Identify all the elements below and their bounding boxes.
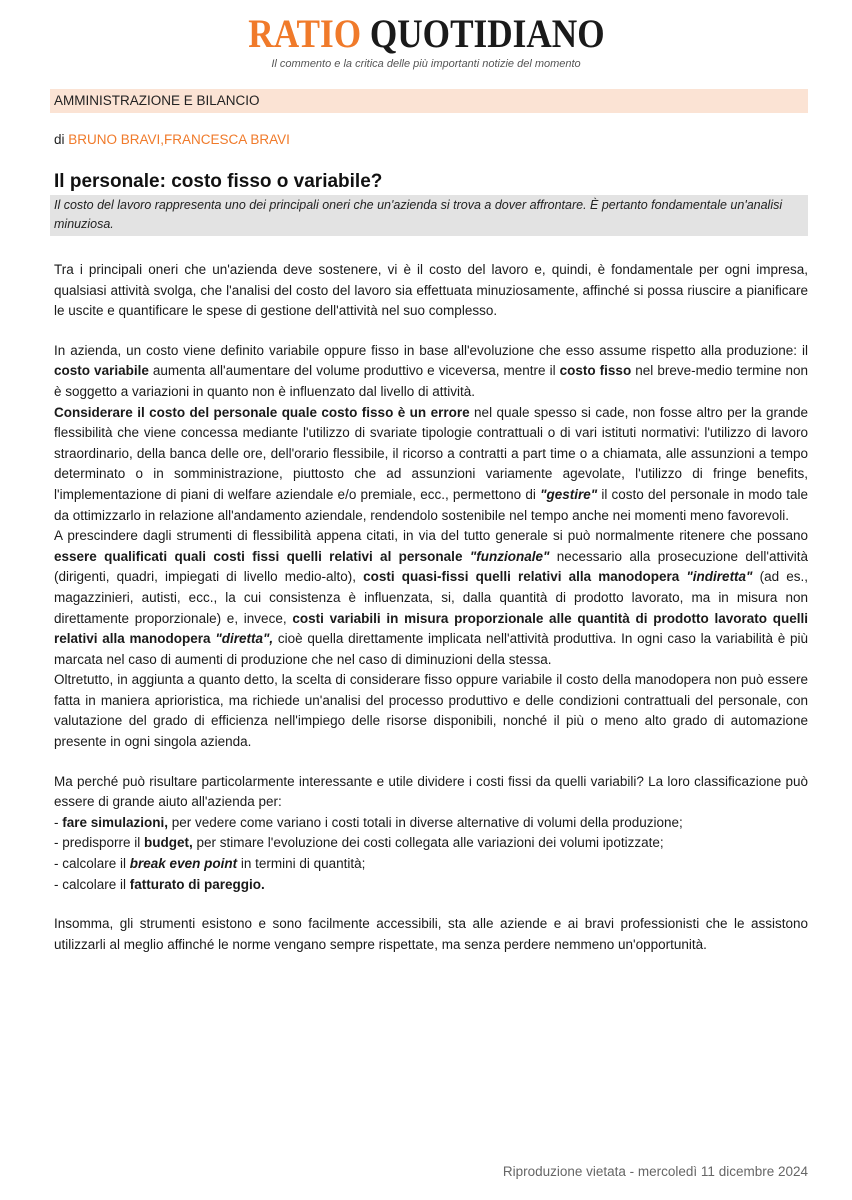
section-label[interactable]: AMMINISTRAZIONE E BILANCIO [50,89,808,113]
bold-text: costi variabili in misura proporzionale alle quantità di prodotto lavorato quelli relativi alla manodopera [54,610,808,647]
logo-part2: QUOTIDIANO [369,11,605,56]
bold-text: costi quasi-fissi quelli relativi alla manodopera [363,569,680,585]
paragraph: Oltretutto, in aggiunta a quanto detto, la scelta di considerare fisso oppure variabile il costo della manodopera non può essere fatta in maniera aprioristica, ma richiede un'analisi del processo produttivo e delle condizioni contrattuali del personale, con valutazione del grado di efficienza nell'impiego delle risorse disponibili, nonché il più o meno alto grado di automazione presente in ogni singola azienda. [54,672,808,750]
paragraph: A prescindere dagli strumenti di flessibilità appena citati, in via del tutto generale si può normalmente ritenere che possano essere qualificati quali costi fissi quelli relativi al personale "funzionale" necessario alla prosecuzione dell'attività (dirigenti, quadri, impiegati di livello medio-alto), costi quasi-fissi quelli relativi alla manodopera "indiretta" (ad es., magazzinieri, autisti, ecc., la cui consistenza è influenzata, si, dalla quantità di prodotto lavorato, ma in misura non direttamente proporzionale) e, invece, costi variabili in misura proporzionale alle quantità di prodotto lavorato quelli relativi alla manodopera "diretta", cioè quella direttamente implicata nell'attività produttiva. In ogni caso la variabilità è più marcata nel caso di aumenti di produzione che nel caso di diminuzioni della stessa. [54,528,808,667]
bold-italic-text: "diretta", [215,631,274,647]
tagline: Il commento e la critica delle più importanti notizie del momento [271,58,581,70]
article-abstract: Il costo del lavoro rappresenta uno dei principali oneri che un'azienda si trova a dover affrontare. È pertanto fondamentale un'analisi minuziosa. [50,195,808,236]
byline-authors[interactable]: BRUNO BRAVI,FRANCESCA BRAVI [68,132,290,147]
bold-text: costo fisso [559,363,632,379]
bold-text: essere qualificati quali costi fissi quelli relativi al personale [54,548,463,564]
logo[interactable] [248,12,604,56]
bold-italic-text: "indiretta" [686,569,753,585]
list-item: - calcolare il break even point in termini di quantità; [54,856,366,872]
bold-text: costo variabile [54,363,149,379]
paragraph: Insomma, gli strumenti esistono e sono facilmente accessibili, sta alle aziende e ai bravi professionisti che le assistono utilizzarli al meglio affinché le norme vengano sempre rispettate, ma senza perdere nemmeno un'opportunità. [54,916,808,952]
bold-text: Considerare il costo del personale quale costo fisso è un errore [54,404,470,420]
footer: Riproduzione vietata - mercoledì 11 dicembre 2024 [502,1164,808,1179]
article-title: Il personale: costo fisso o variabile? [54,171,383,192]
list-item: - calcolare il fatturato di pareggio. [54,876,265,892]
article-body [54,260,808,955]
bold-italic-text: "funzionale" [469,548,550,564]
list-item: - predisporre il budget, per stimare l'evoluzione dei costi collegata alle variazioni dei volumi ipotizzate; [54,835,664,851]
italic-text: "gestire" [540,486,598,502]
masthead [0,12,852,71]
paragraph: In azienda, un costo viene definito variabile oppure fisso in base all'evoluzione che esso assume rispetto alla produzione: il costo variabile aumenta all'aumentare del volume produttivo e viceversa, mentre il costo fisso nel breve-medio termine non è soggetto a variazioni in quanto non è influenzato dal livello di attività. [54,342,808,399]
list-item: - fare simulazioni, per vedere come variano i costi totali in diverse alternative di volumi della produzione; [54,814,683,830]
paragraph: Ma perché può risultare particolarmente interessante e utile dividere i costi fissi da quelli variabili? La loro classificazione può essere di grande aiuto all'azienda per: [54,773,808,810]
paragraph: Considerare il costo del personale quale costo fisso è un errore nel quale spesso si cade, non fosse altro per la grande flessibilità che viene concessa mediante l'utilizzo di svariate tipologie contrattuali o di vari istituti normativi: l'utilizzo di lavoro straordinario, della banca delle ore, dell'orario flessibile, il ricorso a contratti a part time o a chiamata, alle assunzioni a tempo determinato o in somministrazione, piuttosto che ad assunzioni variamente agevolate, l'utilizzo di fringe benefits, l'implementazione di piani di welfare aziendale e/o premiale, ecc., permettono di "gestire" il costo del personale in modo tale da ottimizzarlo in relazione all'andamento aziendale, rendendolo sostenibile nel tempo anche nei momenti meno favorevoli. [54,404,809,523]
byline-prefix: di [54,132,65,147]
byline [54,131,290,149]
paragraph: Tra i principali oneri che un'azienda deve sostenere, vi è il costo del lavoro e, quindi, è fondamentale per ogni impresa, qualsiasi attività svolga, che l'analisi del costo del lavoro sia effettuata minuziosamente, affinché si possa riuscire a pianificare le uscite e quantificare le spese di gestione dell'attività nel suo complesso. [54,262,808,319]
logo-part1: RATIO [247,11,361,56]
